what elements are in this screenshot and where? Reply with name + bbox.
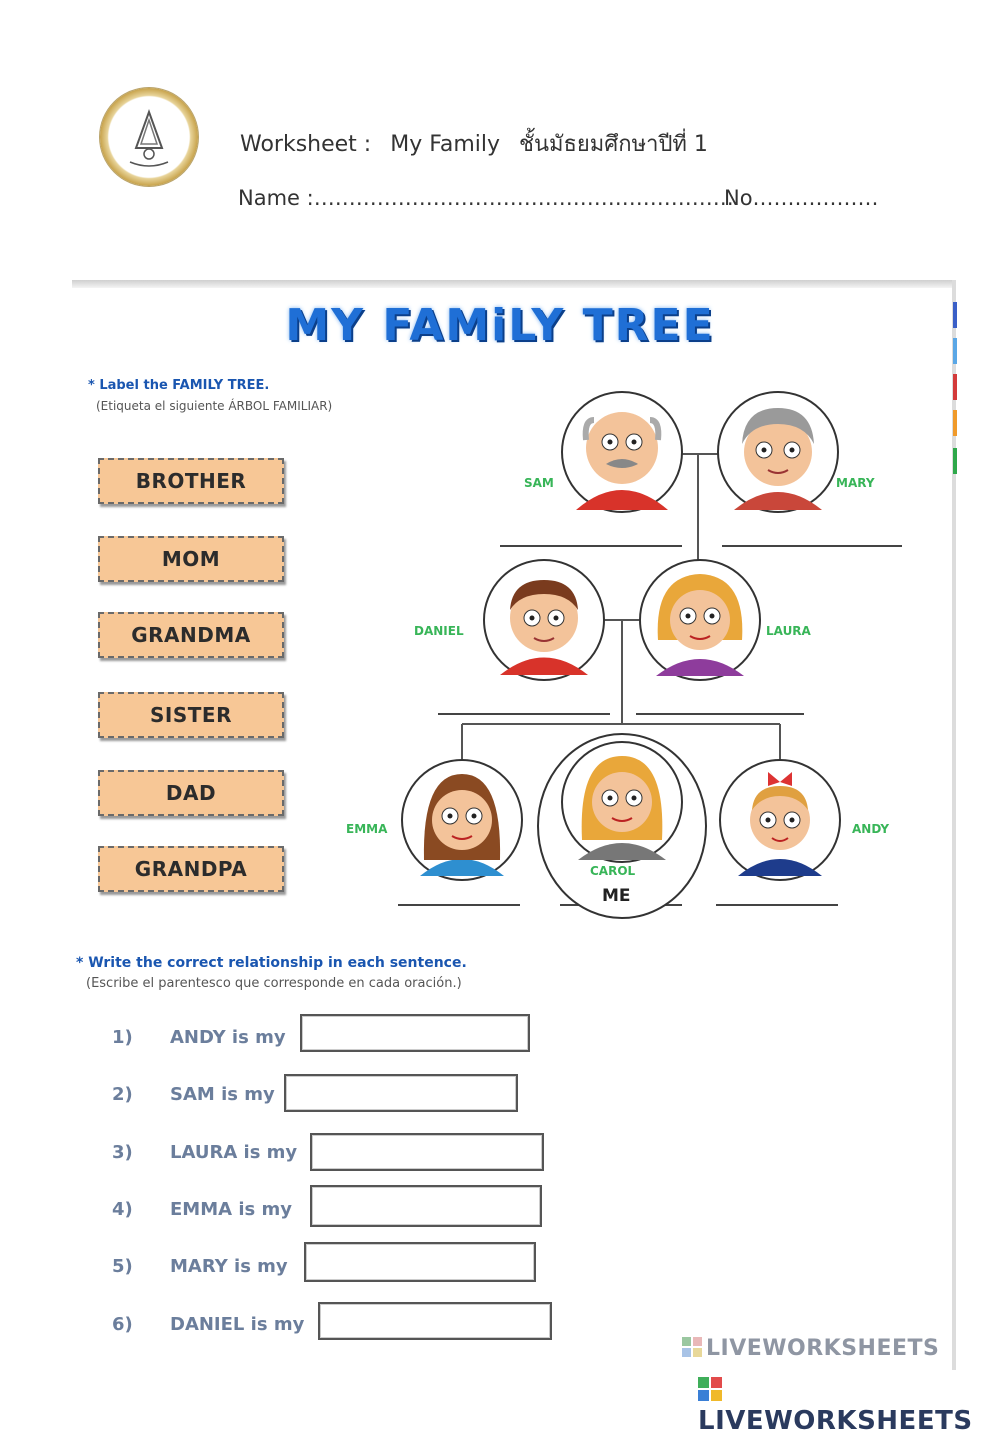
side-color-mark bbox=[953, 410, 957, 436]
question-text: SAM is my bbox=[170, 1084, 275, 1105]
word-card-grandpa[interactable]: GRANDPA bbox=[98, 846, 284, 892]
liveworksheets-logo-icon bbox=[698, 1377, 722, 1401]
answer-box-6[interactable] bbox=[318, 1302, 552, 1340]
answer-box-2[interactable] bbox=[284, 1074, 518, 1112]
liveworksheets-watermark-outer bbox=[698, 1376, 1000, 1436]
instruction-label-tree: * Label the FAMILY TREE. bbox=[88, 378, 270, 393]
worksheet-topic: My Family bbox=[390, 132, 501, 157]
side-color-mark bbox=[953, 448, 957, 474]
answer-box-4[interactable] bbox=[310, 1185, 542, 1227]
word-card-sister[interactable]: SISTER bbox=[98, 692, 284, 738]
tree-name-andy: ANDY bbox=[852, 822, 890, 836]
side-color-mark bbox=[953, 374, 957, 400]
answer-box-1[interactable] bbox=[300, 1014, 530, 1052]
family-tree-title: MY FAMiLY TREE bbox=[285, 300, 715, 351]
word-card-mom[interactable]: MOM bbox=[98, 536, 284, 582]
grandma-portrait bbox=[718, 392, 838, 512]
question-2 bbox=[112, 1084, 275, 1105]
question-4 bbox=[112, 1199, 292, 1220]
instruction-relationship: * Write the correct relationship in each sentence. bbox=[76, 955, 467, 971]
question-text: MARY is my bbox=[170, 1256, 288, 1277]
instruction-relationship-spanish: (Escribe el parentesco que corresponde en cada oración.) bbox=[86, 976, 462, 991]
answer-box-5[interactable] bbox=[304, 1242, 536, 1282]
tree-label-me: ME bbox=[602, 886, 631, 906]
emma-portrait bbox=[402, 760, 522, 880]
worksheet-label: Worksheet : bbox=[240, 132, 372, 157]
dad-portrait bbox=[484, 560, 604, 680]
answer-box-3[interactable] bbox=[310, 1133, 544, 1171]
question-number: 4) bbox=[112, 1199, 133, 1220]
question-text: DANIEL is my bbox=[170, 1314, 305, 1335]
question-number: 6) bbox=[112, 1314, 133, 1335]
number-field[interactable]: No……………… bbox=[724, 186, 879, 210]
tree-name-emma: EMMA bbox=[346, 822, 388, 836]
question-6 bbox=[112, 1314, 304, 1335]
question-number: 5) bbox=[112, 1256, 133, 1277]
worksheet-title bbox=[240, 126, 720, 161]
question-5 bbox=[112, 1256, 288, 1277]
tree-name-daniel: DANIEL bbox=[414, 624, 464, 638]
question-number: 2) bbox=[112, 1084, 133, 1105]
tree-name-mary: MARY bbox=[836, 476, 875, 490]
grade-label: ชั้นมัธยมศึกษาปีที่ 1 bbox=[519, 132, 708, 157]
tree-name-laura: LAURA bbox=[766, 624, 811, 638]
watermark-text: LIVEWORKSHEETS bbox=[706, 1336, 940, 1361]
word-card-grandma[interactable]: GRANDMA bbox=[98, 612, 284, 658]
question-text: EMMA is my bbox=[170, 1199, 292, 1220]
watermark-text: LIVEWORKSHEETS bbox=[698, 1406, 973, 1436]
question-number: 1) bbox=[112, 1027, 133, 1048]
question-text: LAURA is my bbox=[170, 1142, 298, 1163]
word-card-brother[interactable]: BROTHER bbox=[98, 458, 284, 504]
instruction-label-tree-spanish: (Etiqueta el siguiente ÁRBOL FAMILIAR) bbox=[96, 399, 333, 413]
question-3 bbox=[112, 1142, 297, 1163]
family-tree bbox=[340, 390, 940, 930]
name-field[interactable]: Name :…………………………………………………… bbox=[238, 186, 734, 210]
word-card-dad[interactable]: DAD bbox=[98, 770, 284, 816]
question-1 bbox=[112, 1027, 286, 1048]
liveworksheets-logo-icon bbox=[682, 1337, 702, 1357]
tree-name-carol: CAROL bbox=[590, 864, 636, 878]
image-frame-right bbox=[952, 280, 956, 1370]
question-number: 3) bbox=[112, 1142, 133, 1163]
mom-portrait bbox=[640, 560, 760, 680]
tree-name-sam: SAM bbox=[524, 476, 554, 490]
school-seal-logo bbox=[100, 88, 198, 186]
question-text: ANDY is my bbox=[170, 1027, 286, 1048]
liveworksheets-watermark-inner bbox=[682, 1336, 939, 1361]
image-frame-top bbox=[72, 280, 956, 288]
andy-portrait bbox=[720, 760, 840, 880]
grandpa-portrait bbox=[562, 392, 682, 512]
